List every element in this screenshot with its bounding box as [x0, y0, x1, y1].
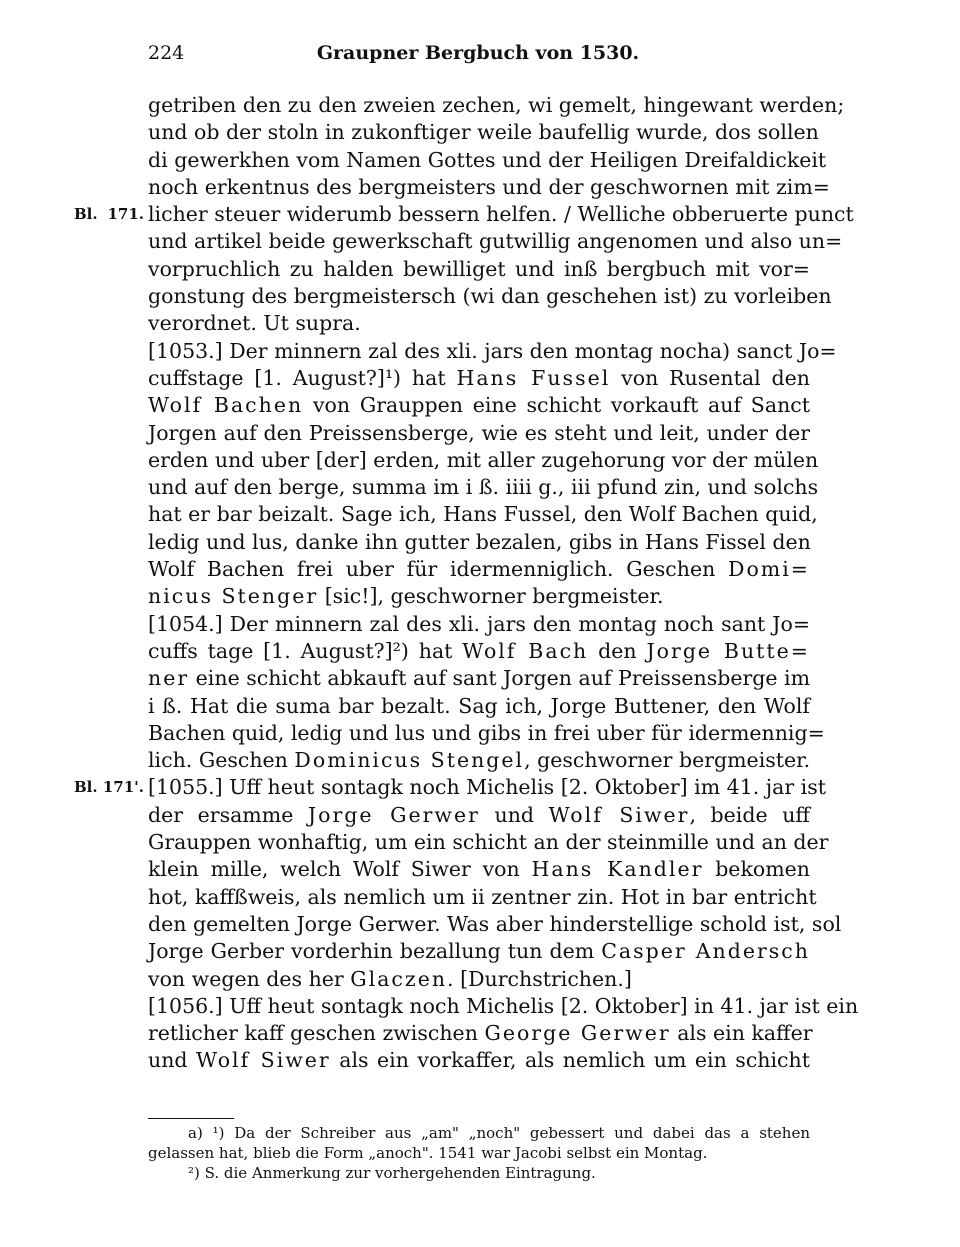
text-line	[148, 747, 810, 774]
spaced-name: George Gerwer	[484, 1021, 671, 1046]
spaced-name: Casper Andersch	[601, 939, 810, 964]
line-text: cuffstage [1. August?]¹) hat	[148, 365, 446, 390]
line-text: als ein kaffer	[677, 1021, 813, 1046]
text-line: gonstung des bergmeistersch (wi dan geschehen ist) zu vorleiben	[148, 284, 832, 309]
spaced-name: Wolf Siwer	[196, 1048, 331, 1073]
spaced-name: Jorge Butte=	[646, 638, 810, 663]
page-header	[148, 42, 808, 72]
spaced-name: Hans Kandler	[531, 857, 704, 882]
text-line: und auf den berge, summa im i ß. iiii g., iii pfund zin, und solchs	[148, 475, 819, 500]
line-text: , geschworner bergmeister.	[524, 748, 811, 773]
line-text: licher steuer widerumb bessern helfen. / Welliche obberuerte punct	[148, 202, 854, 227]
text-line: noch erkentnus des bergmeisters und der geschwornen mit zim=	[148, 174, 830, 199]
text-line: Bachen quid, ledig und lus und gibs in frei uber für idermennig=	[148, 720, 825, 745]
line-text: von Rusental den	[621, 365, 810, 390]
text-line	[148, 938, 810, 965]
text-line	[148, 1020, 813, 1047]
line-text: Wolf Bachen frei uber für idermenniglich. Geschen	[148, 557, 716, 582]
line-text: und	[494, 802, 535, 827]
running-title: Graupner Bergbuch von 1530.	[316, 42, 640, 64]
page-number: 224	[148, 42, 185, 64]
text-line	[148, 856, 810, 883]
spaced-name: nicus Stenger	[148, 584, 319, 609]
text-line: vorpruchlich zu halden bewilliget und inß bergbuch mit vor=	[148, 256, 810, 281]
footnote-line: ²) S. die Anmerkung zur vorhergehenden Eintragung.	[188, 1164, 596, 1182]
line-text: von Grauppen eine schicht vorkauft auf Sanct	[312, 393, 810, 418]
spaced-name: Jorge Gerwer	[307, 802, 480, 827]
line-text: . [Durchstrichen.]	[447, 966, 632, 991]
line-text: Jorge Gerber vorderhin bezallung tun dem	[148, 939, 595, 964]
text-line	[74, 201, 854, 228]
line-text: eine schicht abkauft auf sant Jorgen auf Preissensberge im	[195, 666, 811, 691]
entry-1053-line: [1053.] Der minnern zal des xli. jars den montag nocha) sanct Jo=	[148, 338, 837, 363]
line-text: klein mille, welch Wolf Siwer von	[148, 857, 520, 882]
text-line: ledig und lus, danke ihn gutter bezalen, gibs in Hans Fissel den	[148, 529, 811, 554]
line-text: [sic!], geschworner bergmeister.	[324, 584, 664, 609]
line-text: lich. Geschen	[148, 748, 288, 773]
text-line: i ß. Hat die suma bar bezalt. Sag ich, Jorge Buttener, den Wolf	[148, 693, 810, 718]
text-line: erden und uber [der] erden, mit aller zugehorung vor der mülen	[148, 447, 819, 472]
line-text: und	[148, 1048, 188, 1073]
margin-note: Bl. 171'.	[74, 778, 144, 797]
footnote-divider	[148, 1118, 234, 1119]
text-line: Jorgen auf den Preissensberge, wie es steht und leit, under der	[148, 420, 810, 445]
text-line	[148, 583, 810, 610]
spaced-name: Domi=	[728, 557, 810, 582]
entry-1056-line: [1056.] Uff heut sontagk noch Michelis [2. Oktober] in 41. jar ist ein	[148, 993, 859, 1018]
spaced-name: ner	[148, 666, 190, 691]
line-text: von wegen des her	[148, 966, 344, 991]
spaced-name: Wolf Bachen	[148, 393, 304, 418]
text-line	[148, 365, 810, 392]
text-line	[148, 966, 810, 993]
text-line: und artikel beide gewerkschaft gutwillig angenomen und also un=	[148, 229, 843, 254]
text-line	[148, 556, 810, 583]
spaced-name: Wolf Siwer	[548, 802, 690, 827]
text-line	[148, 665, 810, 692]
entry-1054-line: [1054.] Der minnern zal des xli. jars den montag noch sant Jo=	[148, 611, 810, 636]
text-line: getriben den zu den zweien zechen, wi gemelt, hingewant werden;	[148, 93, 845, 117]
footnote-line: gelassen hat, blieb die Form „anoch". 1541 war Jacobi selbst ein Montag.	[148, 1144, 708, 1162]
margin-note: Bl. 171.	[74, 205, 144, 224]
text-line: verordnet. Ut supra.	[148, 311, 361, 336]
text-line: di gewerkhen vom Namen Gottes und der Heiligen Dreifaldickeit	[148, 147, 827, 172]
entry-1055-line	[74, 774, 826, 801]
spaced-name: Dominicus Stengel	[294, 748, 525, 773]
text-line: Grauppen wonhaftig, um ein schicht an der steinmille und an der	[148, 830, 829, 855]
spaced-name: Wolf Bach	[462, 638, 589, 663]
text-line	[148, 1047, 810, 1074]
footnotes	[148, 1123, 810, 1183]
line-text: der ersamme	[148, 802, 294, 827]
line-text: den	[598, 638, 637, 663]
text-line	[148, 392, 810, 419]
text-line: den gemelten Jorge Gerwer. Was aber hinderstellige schold ist, sol	[148, 911, 842, 936]
text-line: hat er bar beizalt. Sage ich, Hans Fussel, den Wolf Bachen quid,	[148, 502, 818, 527]
spaced-name: Hans Fussel	[456, 365, 611, 390]
spaced-name: Glaczen	[350, 966, 448, 991]
line-text: , beide uff	[689, 802, 810, 827]
line-text: retlicher kaff geschen zwischen	[148, 1021, 478, 1046]
line-text: bekomen	[715, 857, 810, 882]
line-text: [1055.] Uff heut sontagk noch Michelis [2. Oktober] im 41. jar ist	[148, 775, 826, 800]
text-line	[148, 802, 810, 829]
main-text	[74, 92, 859, 1075]
text-line: hot, kaffßweis, als nemlich um ii zentner zin. Hot in bar entricht	[148, 884, 817, 909]
text-line	[148, 638, 810, 665]
text-line: und ob der stoln in zukonftiger weile baufellig wurde, dos sollen	[148, 120, 819, 145]
line-text: als ein vorkaffer, als nemlich um ein schicht	[339, 1048, 810, 1073]
line-text: cuffs tage [1. August?]²) hat	[148, 638, 453, 663]
footnote-line: a) ¹) Da der Schreiber aus „am" „noch" gebessert und dabei das a stehen	[188, 1124, 810, 1142]
